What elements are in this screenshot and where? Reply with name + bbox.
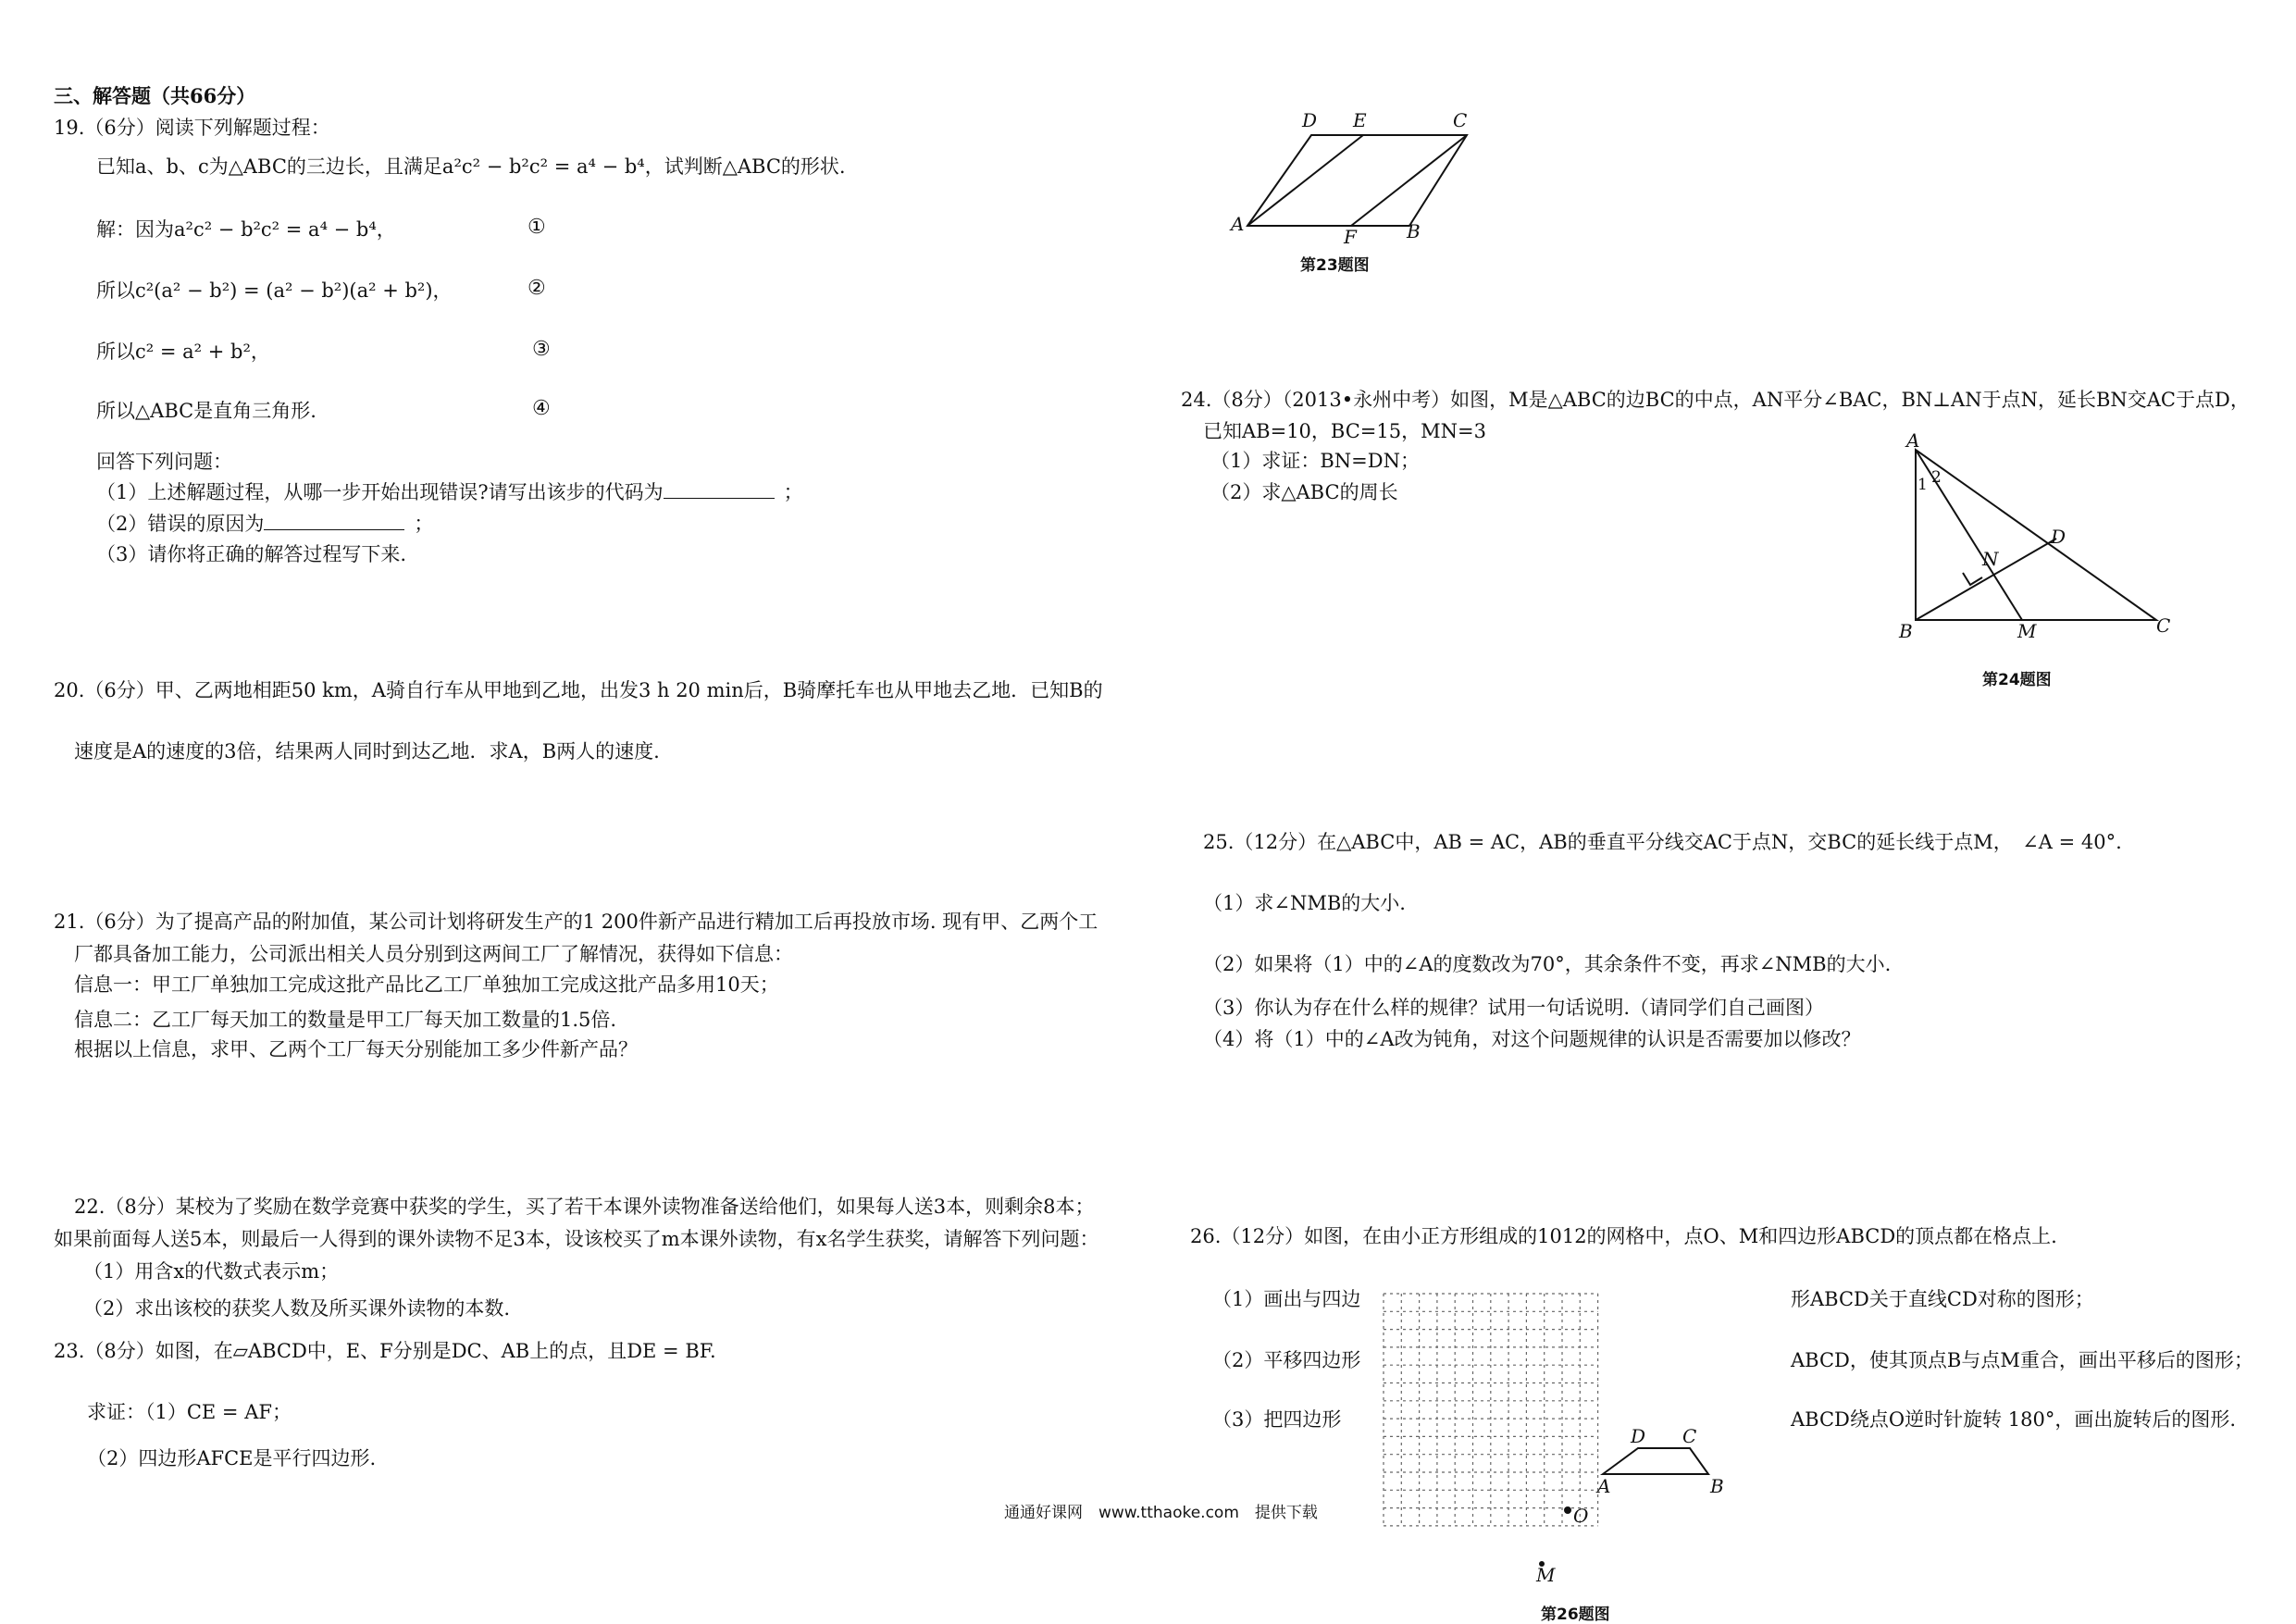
q24-label-b: B bbox=[1899, 620, 1913, 642]
q26-p2b: ABCD，使其顶点B与点M重合，画出平移后的图形； bbox=[1791, 1349, 2253, 1371]
q22-line4: （2）求出该校的获奖人数及所买课外读物的本数. bbox=[83, 1297, 511, 1320]
q22-line2: 如果前面每人送5本，则最后一人得到的课外读物不足3本，设该校买了m本课外读物，有x名学生获奖，请解答下列问题： bbox=[54, 1228, 1099, 1250]
q24-line3: （1）求证：BN=DN； bbox=[1210, 450, 1420, 472]
q19-mark4: ④ bbox=[532, 397, 551, 420]
q25-line2: （1）求∠NMB的大小. bbox=[1203, 892, 1406, 914]
q19-step3: 所以c² = a² + b²， bbox=[96, 341, 270, 363]
q23-parallelogram bbox=[1247, 135, 1467, 226]
q23-segment-ae bbox=[1247, 135, 1363, 226]
q22-line1: 22.（8分）某校为了奖励在数学竞赛中获奖的学生，买了若干本课外读物准备送给他们，如果每人送3本，则剩余8本； bbox=[74, 1196, 1095, 1218]
q24-triangle bbox=[1916, 450, 2156, 620]
q26-label-c: C bbox=[1682, 1425, 1697, 1447]
q23-label-b: B bbox=[1407, 220, 1421, 242]
q23-line2: 求证：（1）CE = AF； bbox=[87, 1401, 292, 1423]
q26-label-a: A bbox=[1597, 1475, 1611, 1497]
q24-label-a: A bbox=[1906, 429, 1920, 452]
q23-label-e: E bbox=[1353, 109, 1367, 131]
q26-p1a: （1）画出与四边 bbox=[1212, 1288, 1361, 1310]
q26-point-o bbox=[1564, 1506, 1571, 1514]
q24-label-c: C bbox=[2156, 614, 2171, 637]
q19-part3: （3）请你将正确的解答过程写下来. bbox=[96, 543, 407, 565]
q26-label-d: D bbox=[1631, 1425, 1646, 1447]
q19-part2-text: （2）错误的原因为 bbox=[96, 513, 265, 535]
footer-source: 通通好课网 www.tthaoke.com 提供下载 bbox=[1004, 1504, 1318, 1522]
q24-label-m: M bbox=[2017, 620, 2037, 642]
q26-abcd bbox=[1603, 1448, 1708, 1474]
q24-caption: 第24题图 bbox=[1982, 671, 2052, 689]
q20-line1: 20.（6分）甲、乙两地相距50 km，A骑自行车从甲地到乙地，出发3 h 20 min后，B骑摩托车也从甲地去乙地．已知B的 bbox=[54, 679, 1103, 701]
q26-label-o: O bbox=[1573, 1505, 1589, 1527]
q25-line5: （4）将（1）中的∠A改为钝角，对这个问题规律的认识是否需要加以修改？ bbox=[1203, 1028, 1861, 1050]
q19-step1: 解：因为a²c² − b²c² = a⁴ − b⁴， bbox=[96, 218, 396, 241]
q24-figure bbox=[1916, 450, 2156, 620]
q23-label-c: C bbox=[1453, 109, 1468, 131]
q19-step4: 所以△ABC是直角三角形. bbox=[96, 400, 316, 422]
q26-p3a: （3）把四边形 bbox=[1212, 1408, 1342, 1431]
q21-line4: 信息二：乙工厂每天加工的数量是甲工厂每天加工数量的1.5倍. bbox=[74, 1009, 617, 1031]
q19-mark1: ① bbox=[527, 216, 546, 239]
q20-line2: 速度是A的速度的3倍，结果两人同时到达乙地．求A，B两人的速度. bbox=[74, 740, 660, 762]
q25-line3: （2）如果将（1）中的∠A的度数改为70°，其余条件不变，再求∠NMB的大小. bbox=[1203, 953, 1892, 975]
q21-line3: 信息一：甲工厂单独加工完成这批产品比乙工厂单独加工完成这批产品多用10天； bbox=[74, 973, 779, 996]
q19-mark3: ③ bbox=[532, 338, 551, 361]
q19-heading: 19.（6分）阅读下列解题过程： bbox=[54, 117, 330, 139]
q24-label-d: D bbox=[2051, 526, 2066, 548]
q26-p2a: （2）平移四边形 bbox=[1212, 1349, 1361, 1371]
q24-line2: 已知AB=10，BC=15，MN=3 bbox=[1203, 420, 1486, 442]
q23-segment-fc bbox=[1351, 135, 1467, 226]
q19-answer-intro: 回答下列问题： bbox=[96, 451, 232, 473]
q25-line1: 25.（12分）在△ABC中，AB = AC，AB的垂直平分线交AC于点N，交BC的延长线于点M， ∠A = 40°. bbox=[1203, 831, 2122, 853]
q23-line3: （2）四边形AFCE是平行四边形. bbox=[87, 1447, 377, 1469]
q26-p1b: 形ABCD关于直线CD对称的图形； bbox=[1791, 1288, 2094, 1310]
q19-mark2: ② bbox=[527, 277, 546, 300]
q19-part1-end: ； bbox=[783, 481, 803, 503]
q23-line1: 23.（8分）如图，在▱ABCD中，E、F分别是DC、AB上的点，且DE = BF. bbox=[54, 1340, 716, 1362]
q24-label-angle1: 1 bbox=[1917, 476, 1928, 494]
q22-line3: （1）用含x的代数式表示m； bbox=[83, 1260, 340, 1283]
q24-line4: （2）求△ABC的周长 bbox=[1210, 481, 1398, 503]
q23-caption: 第23题图 bbox=[1300, 256, 1370, 275]
section-title: 三、解答题（共66分） bbox=[54, 84, 256, 107]
q26-label-m: M bbox=[1536, 1564, 1556, 1586]
q25-line4: （3）你认为存在什么样的规律？试用一句话说明.（请同学们自己画图） bbox=[1203, 997, 1825, 1019]
q24-line1: 24.（8分）（2013•永州中考）如图，M是△ABC的边BC的中点，AN平分∠BAC，BN⊥AN于点N，延长BN交AC于点D， bbox=[1181, 389, 2250, 411]
q26-grid bbox=[1384, 1294, 1598, 1526]
q21-line2: 厂都具备加工能力，公司派出相关人员分别到这两间工厂了解情况，获得如下信息： bbox=[74, 943, 793, 965]
q21-line1: 21.（6分）为了提高产品的附加值，某公司计划将研发生产的1 200件新产品进行精加工后再投放市场. 现有甲、乙两个工 bbox=[54, 911, 1098, 933]
q26-caption: 第26题图 bbox=[1541, 1605, 1610, 1624]
q21-line5: 根据以上信息，求甲、乙两个工厂每天分别能加工多少件新产品？ bbox=[74, 1038, 638, 1060]
q19-step2: 所以c²(a² − b²) = (a² − b²)(a² + b²)， bbox=[96, 279, 453, 302]
q23-label-a: A bbox=[1231, 213, 1245, 235]
q23-figure bbox=[1247, 135, 1467, 226]
q19-given: 已知a、b、c为△ABC的三边长，且满足a²c² − b²c² = a⁴ − b⁴，试判断△ABC的形状. bbox=[96, 155, 846, 178]
q24-label-n: N bbox=[1982, 548, 1999, 570]
q19-part1-text: （1）上述解题过程，从哪一步开始出现错误?请写出该步的代码为 bbox=[96, 481, 664, 503]
q23-label-d: D bbox=[1302, 109, 1318, 131]
q26-p3b: ABCD绕点O逆时针旋转 180°，画出旋转后的图形. bbox=[1791, 1408, 2237, 1431]
q24-label-angle2: 2 bbox=[1931, 468, 1942, 487]
q23-label-f: F bbox=[1344, 226, 1357, 248]
q19-part2-end: ； bbox=[414, 513, 434, 535]
q26-label-b: B bbox=[1710, 1475, 1724, 1497]
q26-quadrilateral bbox=[1603, 1448, 1708, 1474]
q26-line1: 26.（12分）如图，在由小正方形组成的1012的网格中，点O、M和四边形ABCD的顶点都在格点上. bbox=[1190, 1225, 2057, 1247]
